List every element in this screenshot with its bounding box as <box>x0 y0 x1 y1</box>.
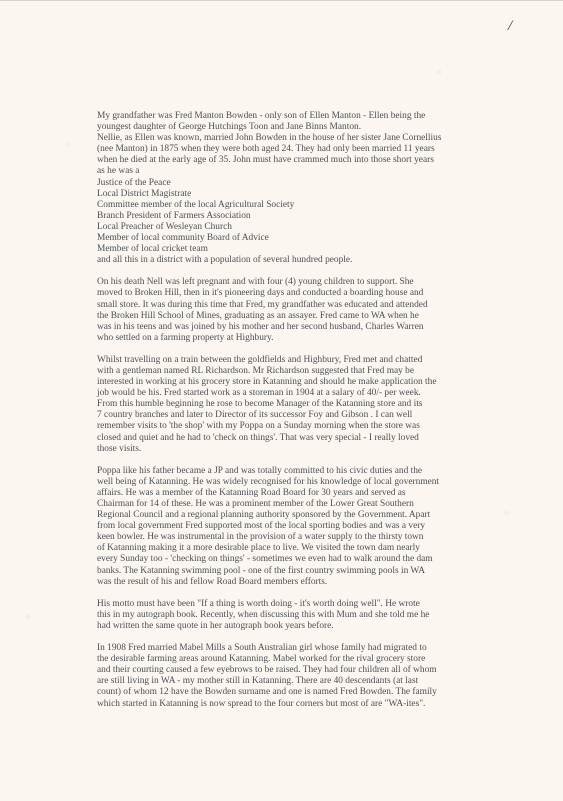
text-line: which started in Katanning is now spread to the four corners but most of are "WA-ites". <box>97 698 426 709</box>
text-line: His motto must have been "If a thing is worth doing - it's worth doing well". He wrote <box>97 598 420 609</box>
text-line: interested in working at his grocery store in Katanning and should he make application the <box>97 377 437 388</box>
text-line: are still living in WA - my mother still in Katanning. There are 40 descendants (at last <box>97 676 419 687</box>
text-line: Member of local cricket team <box>97 244 208 255</box>
text-line: Branch President of Farmers Association <box>97 210 251 221</box>
text-line: count) of whom 12 have the Bowden surname and one is named Fred Bowden. The family <box>97 687 437 698</box>
text-line: 7 country branches and later to Director of its successor Foy and Gibson . I can well <box>97 410 413 421</box>
text-line: small store. It was during this time that Fred, my grandfather was educated and attended <box>97 299 428 310</box>
paragraph-katanning-store <box>97 355 505 455</box>
text-line: moved to Broken Hill, then in it's pioneering days and conducted a boarding house and <box>97 288 424 299</box>
text-line: Regional Council and a regional planning authority sponsored by the Government. Apart <box>97 510 431 521</box>
paragraph-ancestry <box>97 111 505 266</box>
paragraph-civic-duties <box>97 466 505 588</box>
text-line: of Katanning making it a more desirable place to live. We visited the town dam nearly <box>97 543 420 554</box>
text-line: remember visits to 'the shop' with my Poppa on a Sunday morning when the store was <box>97 421 420 432</box>
text-line: Member of local community Board of Advice <box>97 233 269 244</box>
text-line: had written the same quote in her autograph book years before. <box>97 620 334 631</box>
text-line: from local government Fred supported most of the local sporting bodies and was a very <box>97 521 426 532</box>
paragraph-motto <box>97 599 505 632</box>
text-line: (nee Manton) in 1875 when they were both aged 24. They had only been married 11 years <box>97 144 435 155</box>
text-line: In 1908 Fred married Mabel Mills a South Australian girl whose family had migrated to <box>97 643 427 654</box>
text-line: was in his teens and was joined by his mother and her second husband, Charles Warren <box>97 321 424 332</box>
text-line: Nellie, as Ellen was known, married John Bowden in the house of her sister Jane Cornellius <box>97 133 442 144</box>
text-line: every Sunday too - 'checking on things' - sometimes we even had to walk around the dam <box>97 554 433 565</box>
text-line: well being of Katanning. He was widely recognised for his knowledge of local government <box>97 476 440 487</box>
text-line: Chairman for 14 of these. He was a prominent member of the Lower Great Southern <box>97 499 414 509</box>
text-line: My grandfather was Fred Manton Bowden - only son of Ellen Manton - Ellen being the <box>97 111 426 121</box>
paragraph-marriage <box>97 643 505 710</box>
text-line: with a gentleman named RL Richardson. Mr Richardson suggested that Fred may be <box>97 365 415 376</box>
top-rule <box>0 0 563 1</box>
text-line: keen bowler. He was instrumental in the provision of a water supply to the thirsty town <box>97 532 424 543</box>
text-line: Justice of the Peace <box>97 177 171 188</box>
text-line: when he died at the early age of 35. John must have crammed much into those short years <box>97 155 434 166</box>
text-line: as he was a <box>97 166 140 177</box>
text-line: banks. The Katanning swimming pool - one of the first country swimming pools in WA <box>97 565 426 576</box>
text-line: the desirable farming areas around Katanning. Mabel worked for the rival grocery store <box>97 654 426 665</box>
text-line: and all this in a district with a population of several hundred people. <box>97 255 353 266</box>
text-line: closed and quiet and he had to 'check on things'. That was very special - I really loved <box>97 432 419 443</box>
text-line: Whilst travelling on a train between the goldfields and Highbury, Fred met and chatted <box>97 354 423 365</box>
text-line: and their courting caused a few eyebrows to be raised. They had four children all of whom <box>97 665 437 676</box>
text-line: From this humble beginning he rose to become Manager of the Katanning store and its <box>97 399 423 410</box>
text-line: Committee member of the local Agricultural Society <box>97 199 295 210</box>
text-line: affairs. He was a member of the Katanning Road Board for 30 years and served as <box>97 487 406 498</box>
text-line: job would be his. Fred started work as a storeman in 1904 at a salary of 40/- per week. <box>97 388 421 399</box>
page-number: / <box>508 18 513 34</box>
text-line: those visits. <box>97 443 142 454</box>
text-line: who settled on a farming property at Highbury. <box>97 332 274 343</box>
paragraph-broken-hill <box>97 277 505 344</box>
text-line: Local District Magistrate <box>97 188 192 199</box>
text-line: On his death Nell was left pregnant and with four (4) young children to support. She <box>97 277 414 288</box>
text-line: Local Preacher of Wesleyan Church <box>97 221 232 232</box>
text-line: the Broken Hill School of Mines, graduating as an assayer. Fred came to WA when he <box>97 310 419 321</box>
text-line: youngest daughter of George Hutchings Toon and Jane Binns Manton. <box>97 122 362 133</box>
text-line: this in my autograph book. Recently, when discussing this with Mum and she told me he <box>97 609 430 620</box>
document-body <box>97 111 505 721</box>
text-line: Poppa like his father became a JP and was totally committed to his civic duties and the <box>97 465 423 476</box>
text-line: was the result of his and fellow Road Board members efforts. <box>97 576 328 587</box>
